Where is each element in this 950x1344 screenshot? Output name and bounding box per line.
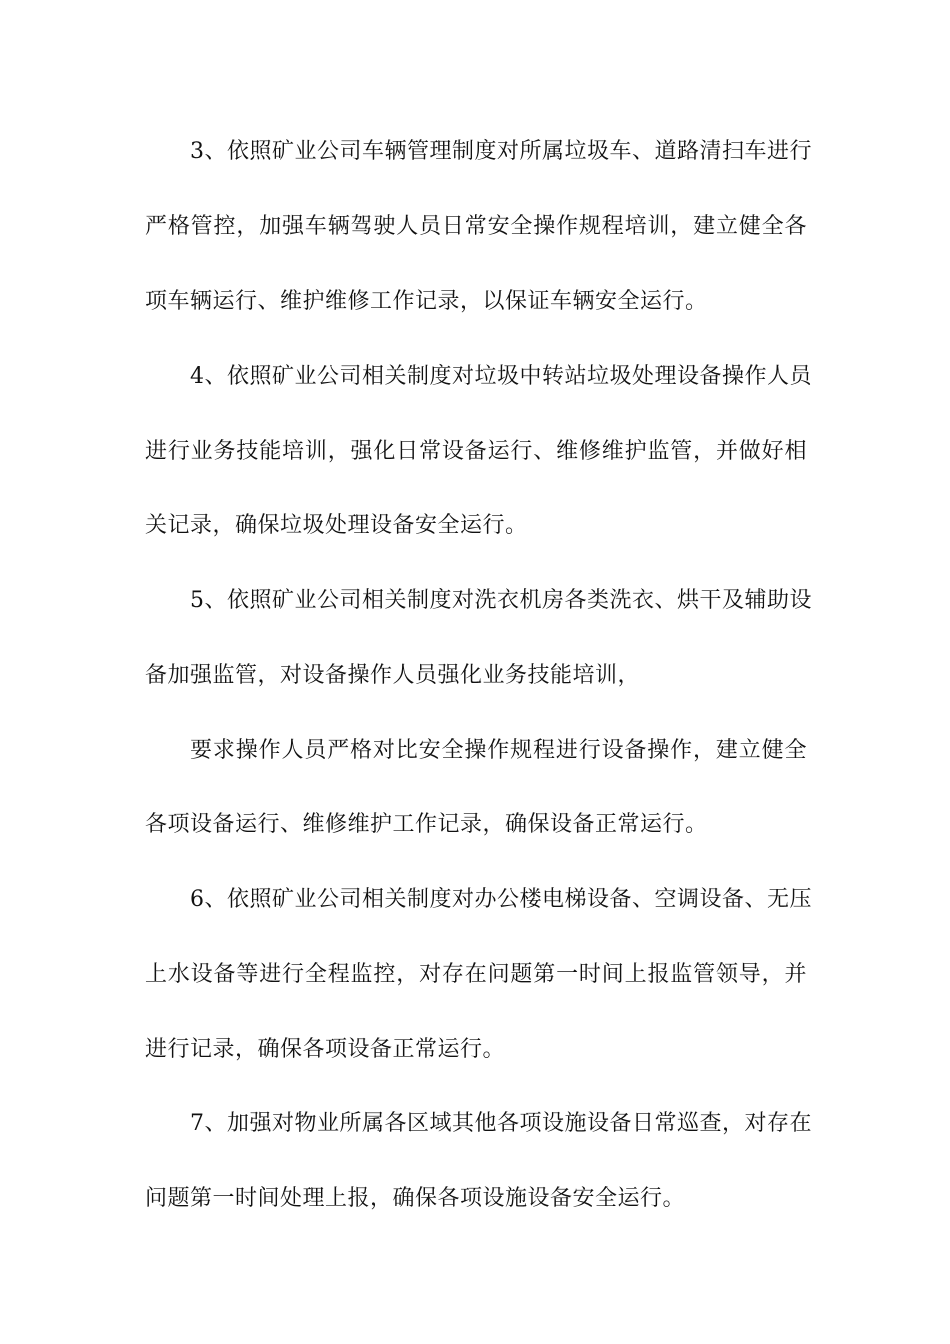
paragraph-5-line-2: 备加强监管，对设备操作人员强化业务技能培训， xyxy=(145,663,641,688)
paragraph-3-line-1: 3、依照矿业公司车辆管理制度对所属垃圾车、道路清扫车进行 xyxy=(190,139,812,164)
paragraph-3-line-3: 项车辆运行、维护维修工作记录，以保证车辆安全运行。 xyxy=(145,289,708,314)
paragraph-5b-line-2: 各项设备运行、维修维护工作记录，确保设备正常运行。 xyxy=(145,812,708,837)
paragraph-6-line-2: 上水设备等进行全程监控，对存在问题第一时间上报监管领导，并 xyxy=(145,962,807,987)
paragraph-4-line-2: 进行业务技能培训，强化日常设备运行、维修维护监管，并做好相 xyxy=(145,439,807,464)
paragraph-7-line-1: 7、加强对物业所属各区域其他各项设施设备日常巡查，对存在 xyxy=(190,1111,812,1136)
paragraph-3-line-2: 严格管控，加强车辆驾驶人员日常安全操作规程培训，建立健全各 xyxy=(145,214,807,239)
paragraph-5-line-1: 5、依照矿业公司相关制度对洗衣机房各类洗衣、烘干及辅助设 xyxy=(190,588,812,613)
paragraph-4-line-1: 4、依照矿业公司相关制度对垃圾中转站垃圾处理设备操作人员 xyxy=(190,364,812,389)
paragraph-5b-line-1: 要求操作人员严格对比安全操作规程进行设备操作，建立健全 xyxy=(190,738,807,763)
paragraph-7-line-2: 问题第一时间处理上报，确保各项设施设备安全运行。 xyxy=(145,1186,686,1211)
paragraph-4-line-3: 关记录，确保垃圾处理设备安全运行。 xyxy=(145,513,528,538)
paragraph-6-line-1: 6、依照矿业公司相关制度对办公楼电梯设备、空调设备、无压 xyxy=(190,887,812,912)
paragraph-6-line-3: 进行记录，确保各项设备正常运行。 xyxy=(145,1037,506,1062)
